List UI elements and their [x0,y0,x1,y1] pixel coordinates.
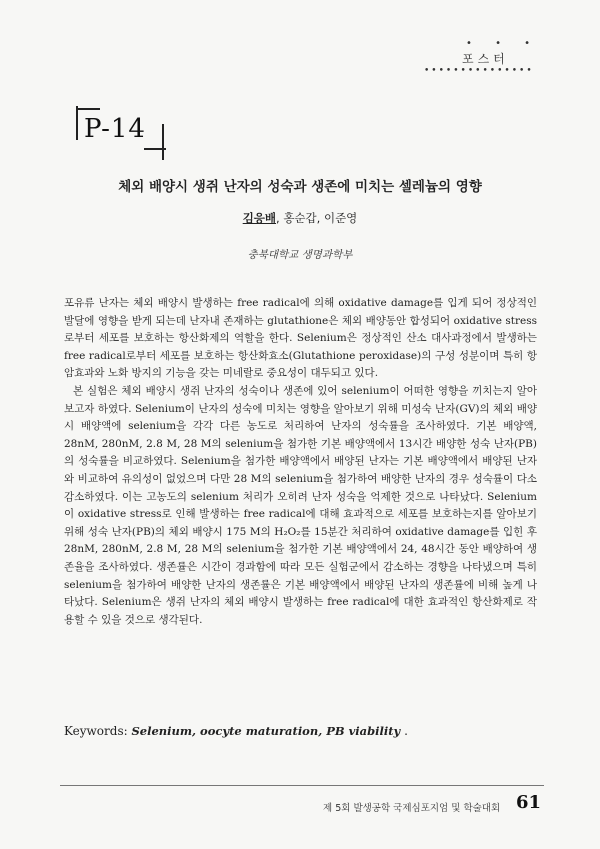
poster-code: P-14 [84,114,146,144]
page-number: 61 [516,792,542,813]
affiliation: 충북대학교 생명과학부 [247,249,353,261]
abstract [64,295,537,629]
poster-code-bar-bottom [144,148,166,150]
abstract-paragraph: 포유류 난자는 체외 배양시 발생하는 free radical에 의해 oxidative damage를 입게 되어 정상적인 발달에 영향을 받게 되는데 난자내 존재하는 glutathione은 체외 배양동안 합성되어 oxidative stress로부터 세포를 보호하는 항산화제의 역할을 한다. Selenium은 정상적인 산소 대사과정에서 발생하는 free radical로부터 세포를 보호하는 항산화효소(Glutathione peroxidase)의 구성 성분이며 특히 항암효과와 노화 방지의 기능을 갖는 미네랄로 중요성이 대두되고 있다. [64,297,537,380]
dot-leader: ••••••••••••••• [424,66,534,76]
keywords-terms: Selenium, oocyte maturation, PB viability [131,724,401,738]
footer-conference: 제 5회 발생공학 국제심포지엄 및 학술대회 [323,803,501,814]
co-authors: , 홍순갑, 이준영 [276,211,358,225]
section-label: 포스터 [462,52,509,66]
footer-divider [60,785,544,786]
keywords-end: . [404,724,408,738]
abstract-paragraph: 본 실험은 체외 배양시 생쥐 난자의 성숙이나 생존에 있어 selenium이 어떠한 영향을 끼치는지 알아보고자 하였다. Selenium이 난자의 성숙에 미치는 영향을 알아보기 위해 미성숙 난자(GV)의 체외 배양시 배양액에 selenium을 각각 다른 농도로 처리하여 난자의 성숙률을 조사하였다. 기본 배양액, 28nM, 280nM, 2.8 M, 28 M의 selenium을 첨가한 기본 배양액에서 13시간 배양한 성숙 난자(PB)의 성숙률을 비교하였다. Selenium을 첨가한 배양액에서 배양된 난자는 기본 배양액에서 배양된 난자와 비교하여 유의성이 없었으며 다만 28 M의 selenium을 첨가하여 배양한 난자의 경우 성숙률이 다소 감소하였다. 이는 고농도의 selenium 처리가 오히려 난자 성숙을 억제한 것으로 나타났다. Selenium이 oxidative stress로 인해 발생하는 free radical에 대해 효과적으로 세포를 보호하는지를 알아보기 위해 성숙 난자(PB)의 체외 배양시 175 M의 H₂O₂를 15분간 처리하여 oxidative damage를 입힌 후 28nM, 280nM, 2.8 M, 28 M의 selenium을 첨가한 기본 배양액에서 24, 48시간 동안 배양하여 생존율을 조사하였다. 생존률은 시간이 경과함에 따라 모든 실험군에서 감소하는 경향을 나타냈으며 특히 selenium을 첨가하여 배양한 난자의 생존률은 기본 배양액에서 배양된 난자의 생존률에 비해 높게 나타났다. Selenium은 생쥐 난자의 체외 배양시 발생하는 free radical에 대한 효과적인 항산화제로 작용할 수 있을 것으로 생각된다. [64,384,537,626]
paper-title: 체외 배양시 생쥐 난자의 성숙과 생존에 미치는 셀레늄의 영향 [118,179,482,195]
poster-code-bar-left [76,106,78,140]
poster-code-box [74,106,174,162]
poster-code-bar-right [162,124,164,160]
poster-code-bar-top [76,108,100,110]
authors [0,210,600,226]
presenting-author: 김응배 [242,211,277,225]
header-dots: • • • [466,38,541,49]
keywords-label: Keywords: [64,724,128,738]
keywords [64,724,544,738]
